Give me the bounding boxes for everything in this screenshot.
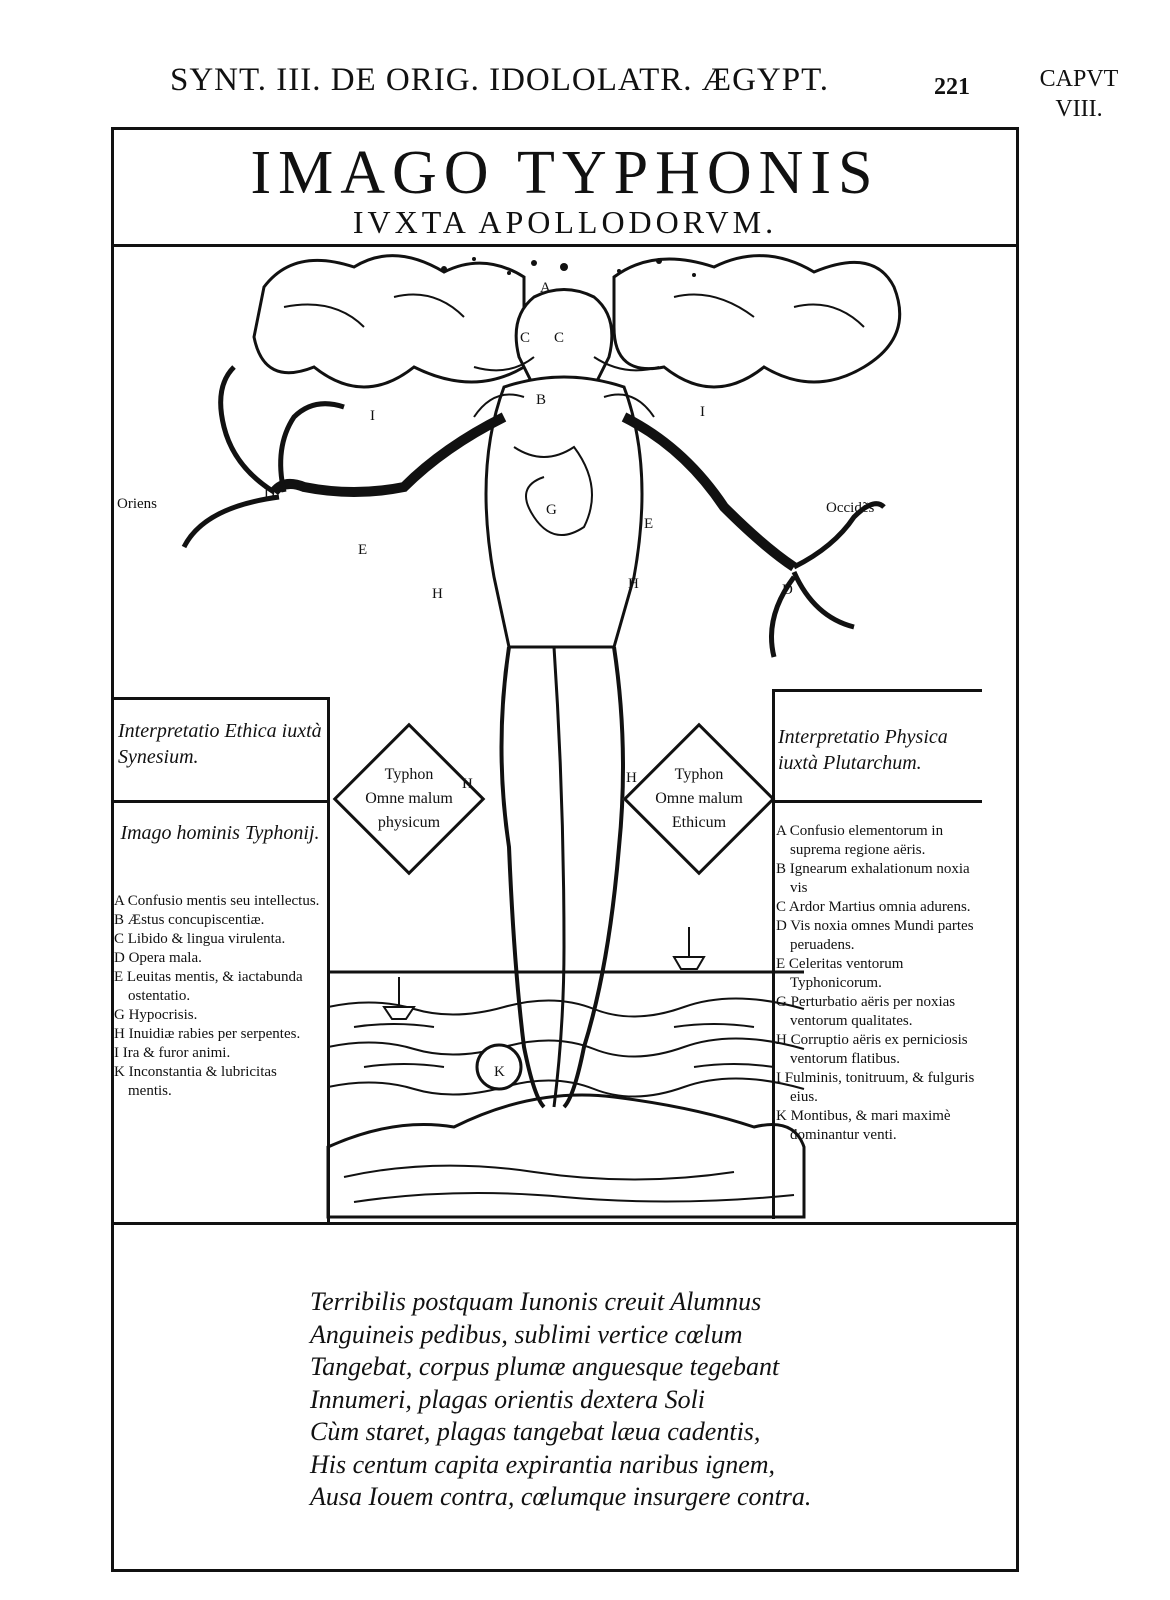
list-item: E Celeritas ventorum Typhonicorum.: [776, 956, 904, 991]
label-H-mid-left: H: [462, 776, 473, 792]
chapter-label: CAPVT: [1039, 66, 1119, 92]
right-legend: [776, 822, 984, 1145]
label-A: A: [540, 280, 551, 296]
label-H-left: H: [432, 586, 443, 602]
list-item: I Fulminis, tonitruum, & fulguris eius.: [776, 1070, 975, 1105]
list-item: K Inconstantia & lubricitas mentis.: [114, 1064, 277, 1099]
right-panel-heading: Interpretatio Physica iuxtà Plutarchum.: [778, 726, 948, 774]
left-panel-subheading: Imago hominis Typhonij.: [120, 822, 320, 844]
poem: [310, 1286, 811, 1514]
list-item: G Hypocrisis.: [114, 1007, 198, 1023]
poem-line: Anguineis pedibus, sublimi vertice cœlum: [310, 1319, 743, 1349]
label-C1: C: [520, 330, 531, 346]
list-item: K Montibus, & mari maximè dominantur venti.: [776, 1108, 951, 1143]
poem-divider: [114, 1222, 1016, 1225]
right-panel-top-rule: [772, 689, 982, 692]
list-item: A Confusio elementorum in suprema regione aëris.: [776, 823, 944, 858]
left-panel-top-rule: [114, 697, 330, 700]
list-item: H Inuidiæ rabies per serpentes.: [114, 1026, 301, 1042]
label-occides: Occidẽs: [826, 500, 875, 516]
label-I-right: I: [700, 404, 705, 420]
ground: [328, 1095, 804, 1217]
label-oriens: Oriens: [117, 496, 157, 512]
right-panel-divider: [772, 800, 982, 803]
left-panel-right-rule: [327, 697, 330, 1222]
typhon-figure: [274, 290, 794, 1108]
page-subtitle: IVXTA APOLLODORVM.: [352, 204, 778, 240]
list-item: C Ardor Martius omnia adurens.: [776, 899, 971, 915]
chapter-marker: [1036, 64, 1122, 124]
diamond-text-left: Typhon Omne malum physicum: [365, 766, 453, 831]
list-item: A Confusio mentis seu intellectus.: [114, 893, 320, 909]
label-D-right: D: [782, 582, 793, 598]
list-item: C Libido & lingua virulenta.: [114, 931, 286, 947]
poem-line: Tangebat, corpus plumæ anguesque tegebant: [310, 1352, 780, 1381]
label-I-left: I: [370, 408, 375, 424]
poem-line: Ausa Iouem contra, cœlumque insurgere contra.: [310, 1482, 812, 1511]
running-head: SYNT. III. DE ORIG. IDOLOLATR. ÆGYPT.: [170, 62, 830, 98]
page-title: IMAGO TYPHONIS: [250, 139, 880, 207]
label-E-right: E: [644, 516, 654, 532]
left-legend: [114, 892, 324, 1101]
poem-line: Terribilis postquam Iunonis creuit Alumnus: [310, 1287, 762, 1316]
list-item: B Ignearum exhalationum noxia vis: [776, 861, 970, 896]
poem-line: Cùm staret, plagas tangebat læua cadentis,: [310, 1417, 761, 1446]
label-K: K: [494, 1064, 505, 1080]
list-item: H Corruptio aëris ex perniciosis ventorum flatibus.: [776, 1032, 968, 1067]
label-G: G: [546, 502, 557, 518]
label-C2: C: [554, 330, 565, 346]
list-item: B Æstus concupiscentiæ.: [114, 912, 265, 928]
list-item: I Ira & furor animi.: [114, 1045, 231, 1061]
label-B: B: [536, 392, 547, 408]
diamond-text-right: Typhon Omne malum Ethicum: [655, 766, 743, 831]
page-number: 221: [934, 74, 970, 100]
label-D-left: D: [264, 486, 275, 502]
label-H-mid-right: H: [626, 770, 637, 786]
list-item: E Leuitas mentis, & iactabunda ostentatio.: [114, 969, 303, 1004]
list-item: D Vis noxia omnes Mundi partes peruadens.: [776, 918, 974, 953]
list-item: D Opera mala.: [114, 950, 202, 966]
label-H-right: H: [628, 576, 639, 592]
poem-line: His centum capita expirantia naribus ignem,: [310, 1449, 776, 1479]
chapter-number: VIII.: [1055, 96, 1103, 122]
left-panel-divider: [114, 800, 330, 803]
poem-line: Innumeri, plagas orientis dextera Soli: [310, 1384, 706, 1414]
right-panel-left-rule: [772, 689, 775, 1219]
list-item: G Perturbatio aëris per noxias ventorum qualitates.: [776, 994, 956, 1029]
label-E-left: E: [358, 542, 368, 558]
left-panel-heading: Interpretatio Ethica iuxtà Synesium.: [118, 720, 322, 768]
